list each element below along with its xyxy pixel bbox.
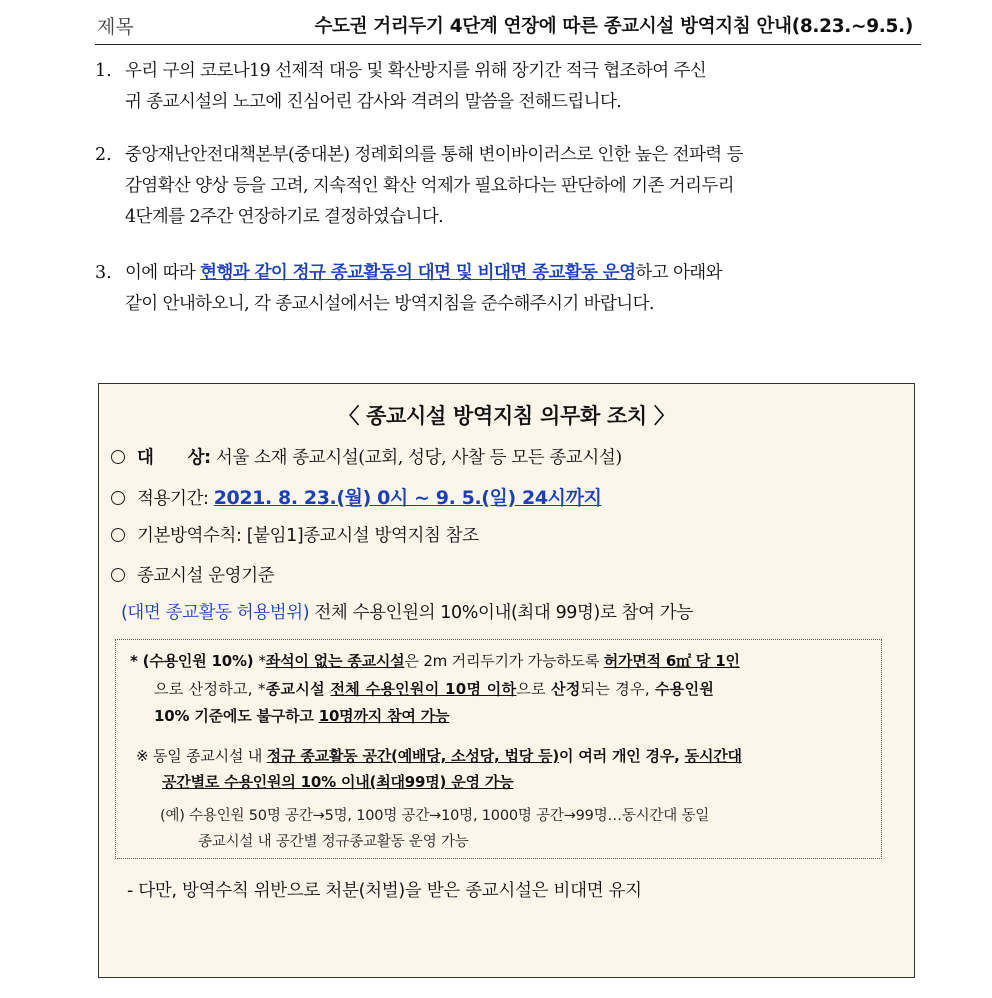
circle-bullet-icon bbox=[111, 528, 125, 542]
detail-line bbox=[130, 650, 740, 671]
paragraph-line: 중앙재난안전대책본부(중대본) 정례회의를 통해 변이바이러스로 인한 높은 전파력 등 bbox=[125, 145, 743, 165]
detail-underline: 전체 수용인원이 10명 이하 bbox=[330, 680, 517, 698]
allow-label: (대면 종교활동 허용범위) bbox=[121, 603, 310, 623]
target-label: 대 상: bbox=[137, 448, 211, 468]
target-value: 서울 소재 종교시설(교회, 성당, 사찰 등 모든 종교시설) bbox=[210, 448, 622, 468]
notice-box bbox=[98, 383, 915, 978]
detail-line bbox=[154, 678, 714, 699]
note-underline: 정규 종교활동 공간(예배당, 소성당, 법당 등) bbox=[266, 747, 560, 765]
paragraph-line: 귀 종교시설의 노고에 진심어린 감사와 격려의 말씀을 전해드립니다. bbox=[125, 92, 622, 112]
detail-underline: 허가면적 6㎡ 당 1인 bbox=[603, 652, 740, 670]
basic-rule-label: 기본방역수칙: bbox=[137, 526, 242, 546]
detail-underline: 10명까지 참여 가능 bbox=[318, 707, 450, 725]
period-value: 2021. 8. 23.(월) 0시 ~ 9. 5.(일) 24시까지 bbox=[213, 487, 602, 509]
detail-text: * bbox=[258, 652, 266, 670]
box-title: 〈 종교시설 방역지침 의무화 조치 〉 bbox=[338, 404, 675, 428]
paragraph-text: 하고 아래와 bbox=[635, 263, 722, 283]
detail-underline: 좌석이 없는 종교시설 bbox=[265, 652, 405, 670]
paragraph-3 bbox=[95, 258, 910, 320]
paragraph-line: 감염확산 양상 등을 고려, 지속적인 확산 억제가 필요하다는 판단하에 기존 거리두리 bbox=[125, 176, 734, 196]
note-bold: 이 여러 개인 경우, bbox=[559, 747, 685, 765]
highlighted-text: 현행과 같이 정규 종교활동의 대면 및 비대면 종교활동 운영 bbox=[200, 263, 636, 283]
detail-box bbox=[115, 639, 882, 859]
paragraph-line: 우리 구의 코로나19 선제적 대응 및 확산방지를 위해 장기간 적극 협조하여 주신 bbox=[125, 61, 707, 81]
detail-star: * (수용인원 10%) bbox=[130, 652, 259, 670]
detail-bold: 10% 기준에도 불구하고 bbox=[154, 707, 319, 725]
paragraph-number: 2. bbox=[95, 145, 112, 165]
circle-bullet-icon bbox=[111, 568, 125, 582]
basic-rule-value: [붙임1]종교시설 방역지침 참조 bbox=[241, 526, 479, 546]
allow-value: 전체 수용인원의 10%이내(최대 99명)로 참여 가능 bbox=[309, 603, 693, 623]
note-line bbox=[136, 745, 742, 766]
paragraph-line: 4단계를 2주간 연장하기로 결정하였습니다. bbox=[125, 207, 444, 227]
period-row bbox=[111, 483, 602, 510]
detail-line bbox=[154, 705, 449, 726]
paragraph-number: 3. bbox=[95, 263, 112, 283]
paragraph-text: 이에 따라 bbox=[125, 263, 201, 283]
note-text: ※ 동일 종교시설 내 bbox=[136, 747, 267, 765]
allow-row bbox=[121, 599, 693, 624]
detail-bold: 산정 bbox=[551, 680, 581, 698]
paragraph-line bbox=[125, 258, 910, 289]
detail-text: 으로 산정하고, * bbox=[154, 680, 266, 698]
circle-bullet-icon bbox=[111, 491, 125, 505]
example-line: 종교시설 내 공간별 정규종교활동 운영 가능 bbox=[198, 834, 469, 850]
period-label: 적용기간: bbox=[137, 489, 209, 509]
detail-text: 되는 경우, bbox=[580, 680, 656, 698]
note-underline: 공간별로 수용인원의 10% 이내(최대99명) 운영 가능 bbox=[162, 773, 514, 791]
paragraph-number: 1. bbox=[95, 61, 112, 81]
detail-text: 으로 bbox=[516, 680, 552, 698]
note-line bbox=[162, 771, 513, 792]
subject-label: 제목 bbox=[97, 16, 134, 38]
operation-row bbox=[111, 562, 274, 587]
note-underline: 동시간대 bbox=[684, 747, 742, 765]
document-title: 수도권 거리두기 4단계 연장에 따른 종교시설 방역지침 안내(8.23.~9.5.) bbox=[314, 16, 913, 37]
detail-text: 은 2m 거리두기가 가능하도록 bbox=[404, 652, 604, 670]
detail-bold: 수용인원 bbox=[655, 680, 715, 698]
basic-rule-row bbox=[111, 522, 479, 547]
bottom-note: - 다만, 방역수칙 위반으로 처분(처벌)을 받은 종교시설은 비대면 유지 bbox=[127, 881, 642, 901]
paragraph-2 bbox=[95, 140, 910, 233]
circle-bullet-icon bbox=[111, 450, 125, 464]
document-header bbox=[95, 8, 921, 45]
paragraph-1 bbox=[95, 56, 910, 118]
paragraph-line: 같이 안내하오니, 각 종교시설에서는 방역지침을 준수해주시기 바랍니다. bbox=[125, 294, 654, 314]
detail-bold: 종교시설 bbox=[265, 680, 331, 698]
target-row bbox=[111, 444, 622, 469]
example-line: (예) 수용인원 50명 공간→5명, 100명 공간→10명, 1000명 공간→99명…동시간대 동일 bbox=[160, 808, 710, 824]
operation-label: 종교시설 운영기준 bbox=[137, 566, 275, 586]
